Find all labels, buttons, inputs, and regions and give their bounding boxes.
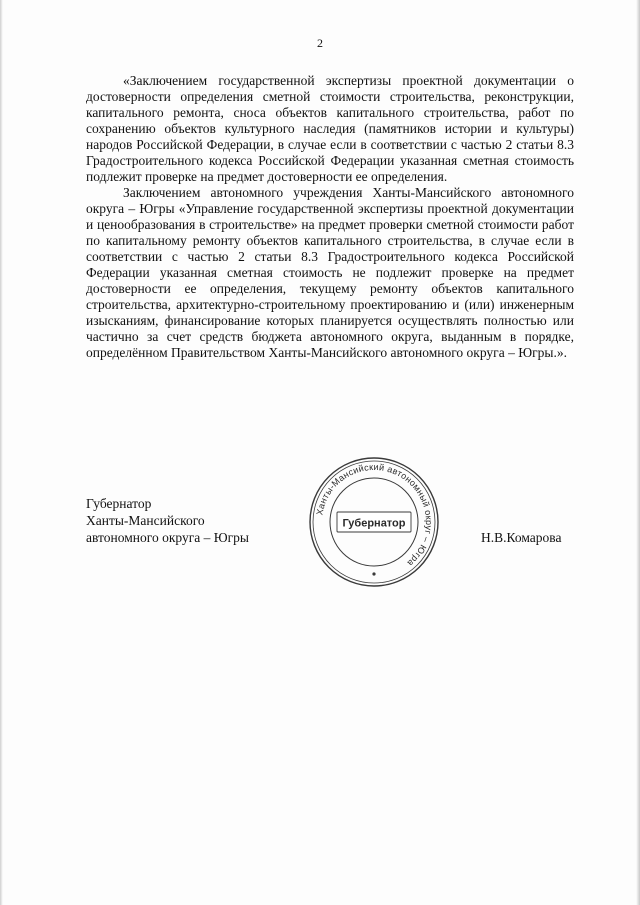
- signer-position-line: Губернатор: [86, 496, 152, 511]
- scan-edge-left: [0, 0, 3, 905]
- stamp-seal-graphic: [308, 456, 440, 588]
- signer-position-line: автономного округа – Югры: [86, 530, 249, 545]
- official-stamp: [308, 456, 440, 588]
- stamp-dot: [372, 572, 375, 575]
- signer-position-line: Ханты-Мансийского: [86, 513, 205, 528]
- stamp-ring-text: Ханты-Мансийский автономный округ – Югра: [314, 461, 435, 569]
- paragraph-autonomous-institution: Заключением автономного учреждения Ханты-Мансийского автономного округа – Югры «Управление государственной экспертизы проектной документации и ценообразования в строительстве» на предмет проверки сметной стоимости работ по капитальному ремонту объектов капитального строительства, в случае если в соответствии с частью 2 статьи 8.3 Градостроительного кодекса Российской Федерации указанная сметная стоимость не подлежит проверке на предмет достоверности ее определения, текущему ремонту объектов капитального строительства, архитектурно-строительному проектированию и (или) инженерным изысканиям, финансирование которых планируется осуществлять полностью или частично за счет средств бюджета автономного округа, выданным в порядке, определённом Правительством Ханты-Мансийского автономного округа – Югры.».: [86, 185, 574, 360]
- paragraph-state-expertise: «Заключением государственной экспертизы проектной документации о достоверности определения сметной стоимости строительства, реконструкции, капитального ремонта, сноса объектов капитального строительства, работ по сохранению объектов культурного наследия (памятников истории и культуры) народов Российской Федерации, в случае если в соответствии с частью 2 статьи 8.3 Градостроительного кодекса Российской Федерации указанная сметная стоимость подлежит проверке на предмет достоверности ее определения.: [86, 73, 574, 184]
- document-body: [86, 73, 574, 361]
- signer-name: Н.В.Комарова: [481, 530, 562, 545]
- stamp-center-text: Губернатор: [342, 517, 406, 530]
- page-number: 2: [317, 36, 323, 50]
- scan-edge-right: [636, 0, 640, 905]
- signer-position: [86, 495, 249, 546]
